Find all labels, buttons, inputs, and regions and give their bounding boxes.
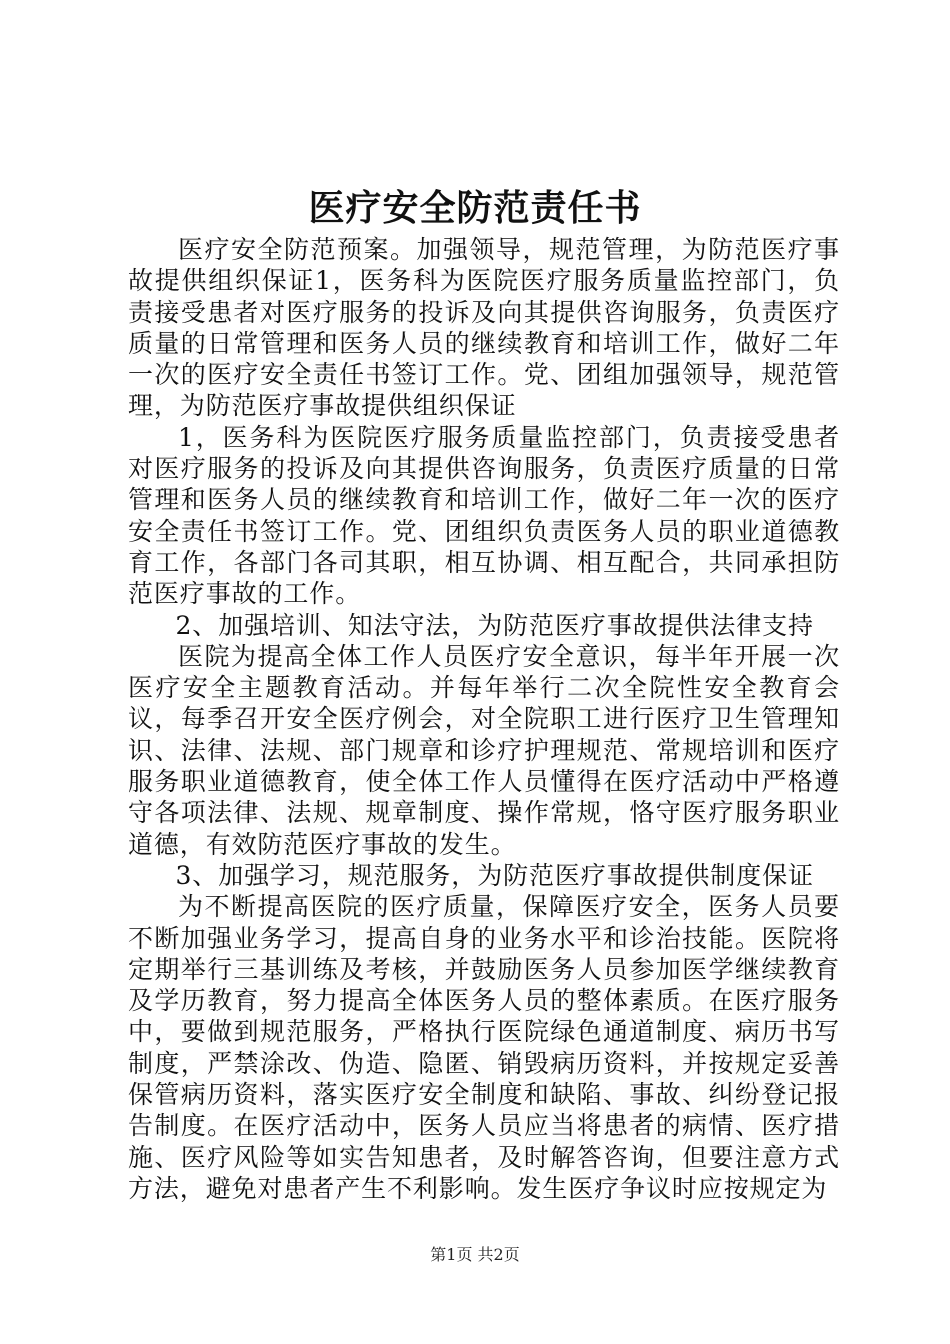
section-heading-3: 3、加强学习，规范服务，为防范医疗事故提供制度保证 <box>175 860 814 890</box>
section-heading-2: 2、加强培训、知法守法，为防范医疗事故提供法律支持 <box>175 610 814 640</box>
paragraph-intro: 医疗安全防范预案。加强领导，规范管理，为防范医疗事故提供组织保证1，医务科为医院医疗服务质量监控部门，负责接受患者对医疗服务的投诉及向其提供咨询服务，负责医疗质量的日常管理和医务人员的继续教育和培训工作，做好二年一次的医疗安全责任书签订工作。党、团组加强领导，规范管理，为防范医疗事故提供组织保证 <box>128 235 840 421</box>
paragraph-2: 医院为提高全体工作人员医疗安全意识，每半年开展一次医疗安全主题教育活动。并每年举行二次全院性安全教育会议，每季召开安全医疗例会，对全院职工进行医疗卫生管理知识、法律、法规、部门规章和诊疗护理规范、常规培训和医疗服务职业道德教育，使全体工作人员懂得在医疗活动中严格遵守各项法律、法规、规章制度、操作常规，恪守医疗服务职业道德，有效防范医疗事故的发生。 <box>128 641 840 859</box>
paragraph-3: 为不断提高医院的医疗质量，保障医疗安全，医务人员要不断加强业务学习，提高自身的业务水平和诊治技能。医院将定期举行三基训练及考核，并鼓励医务人员参加医学继续教育及学历教育，努力提高全体医务人员的整体素质。在医疗服务中，要做到规范服务，严格执行医院绿色通道制度、病历书写制度，严禁涂改、伪造、隐匿、销毁病历资料，并按规定妥善保管病历资料，落实医疗安全制度和缺陷、事故、纠纷登记报告制度。在医疗活动中，医务人员应当将患者的病情、医疗措施、医疗风险等如实告知患者，及时解答咨询，但要注意方式方法，避免对患者产生不利影响。发生医疗争议时应按规定为 <box>128 892 840 1203</box>
page-footer: 第1页 共2页 <box>430 1245 520 1264</box>
document-title: 医疗安全防范责任书 <box>308 187 642 229</box>
document-body <box>128 234 840 1204</box>
paragraph-1: 1，医务科为医院医疗服务质量监控部门，负责接受患者对医疗服务的投诉及向其提供咨询服务，负责医疗质量的日常管理和医务人员的继续教育和培训工作，做好二年一次的医疗安全责任书签订工作。党、团组织负责医务人员的职业道德教育工作，各部门各司其职，相互协调、相互配合，共同承担防范医疗事故的工作。 <box>128 422 840 609</box>
